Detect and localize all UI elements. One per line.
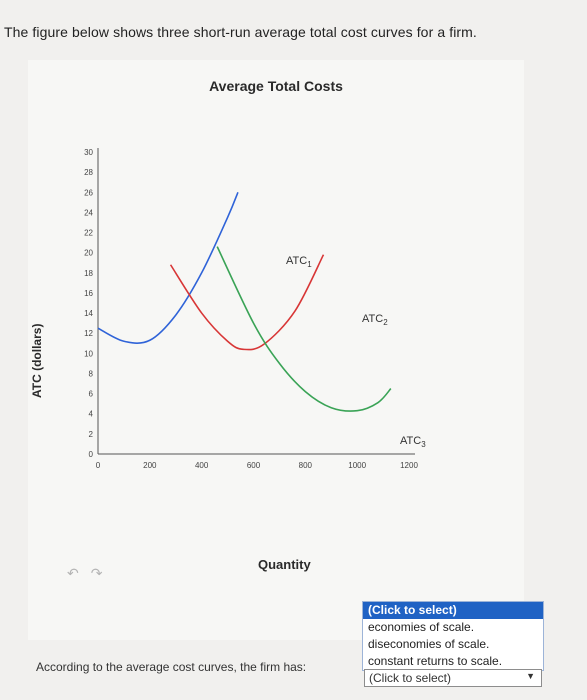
graph-panel — [28, 60, 524, 640]
chart-title: Average Total Costs — [209, 78, 343, 94]
select-value: (Click to select) — [369, 671, 452, 685]
x-tick-label: 1200 — [400, 461, 418, 470]
dropdown-option[interactable]: economies of scale. — [368, 620, 475, 634]
answer-select[interactable] — [364, 669, 542, 687]
y-tick-label: 22 — [84, 228, 93, 238]
y-tick-label: 10 — [84, 349, 93, 359]
y-tick-label: 2 — [88, 429, 93, 439]
dropdown-menu — [362, 601, 544, 671]
x-tick-label: 200 — [143, 461, 157, 470]
dropdown-option[interactable]: constant returns to scale. — [368, 654, 503, 668]
x-tick-label: 1000 — [348, 461, 367, 470]
atc-chart — [28, 60, 524, 540]
y-tick-label: 0 — [88, 450, 93, 459]
curve-label-atc2: $ATC_2$ — [362, 313, 388, 327]
y-tick-label: 6 — [88, 389, 93, 399]
x-tick-label: 0 — [95, 461, 101, 470]
curve-label-atc1: $ATC_1$ — [286, 255, 312, 269]
series-line-atc2 — [171, 255, 324, 350]
undo-arrow-icon[interactable]: ↶ — [67, 565, 79, 581]
y-tick-label: 30 — [84, 148, 93, 157]
y-tick-label: 26 — [84, 188, 93, 198]
x-tick-label: 600 — [246, 461, 261, 470]
series-line-atc1 — [98, 192, 238, 343]
x-tick-label: 800 — [298, 461, 313, 470]
dropdown-option[interactable]: diseconomies of scale. — [368, 637, 490, 651]
curve-label-atc3: $ATC_3$ — [400, 435, 426, 449]
redo-arrow-icon[interactable]: ↷ — [90, 565, 103, 581]
y-tick-label: 28 — [84, 168, 93, 178]
dropdown-option[interactable]: (Click to select) — [363, 602, 543, 619]
dropdown-arrow-icon[interactable]: ▼ — [526, 671, 535, 681]
y-tick-label: 4 — [88, 409, 93, 419]
y-tick-label: 16 — [84, 288, 93, 298]
question-text: The figure below shows three short-run average total cost curves for a firm. — [4, 24, 477, 40]
undo-redo-controls — [67, 565, 102, 582]
y-tick-label: 12 — [84, 329, 93, 339]
y-axis-label: ATC (dollars) — [30, 323, 44, 398]
y-tick-label: 14 — [84, 309, 93, 319]
y-tick-label: 8 — [88, 369, 93, 379]
x-tick-label: 400 — [194, 461, 209, 470]
answer-prompt: According to the average cost curves, the firm has: — [36, 660, 307, 674]
y-tick-label: 24 — [84, 208, 93, 218]
x-axis-label: Quantity — [258, 557, 311, 572]
y-tick-label: 20 — [84, 248, 93, 258]
series-line-atc3 — [217, 247, 391, 411]
y-tick-label: 18 — [84, 268, 93, 278]
